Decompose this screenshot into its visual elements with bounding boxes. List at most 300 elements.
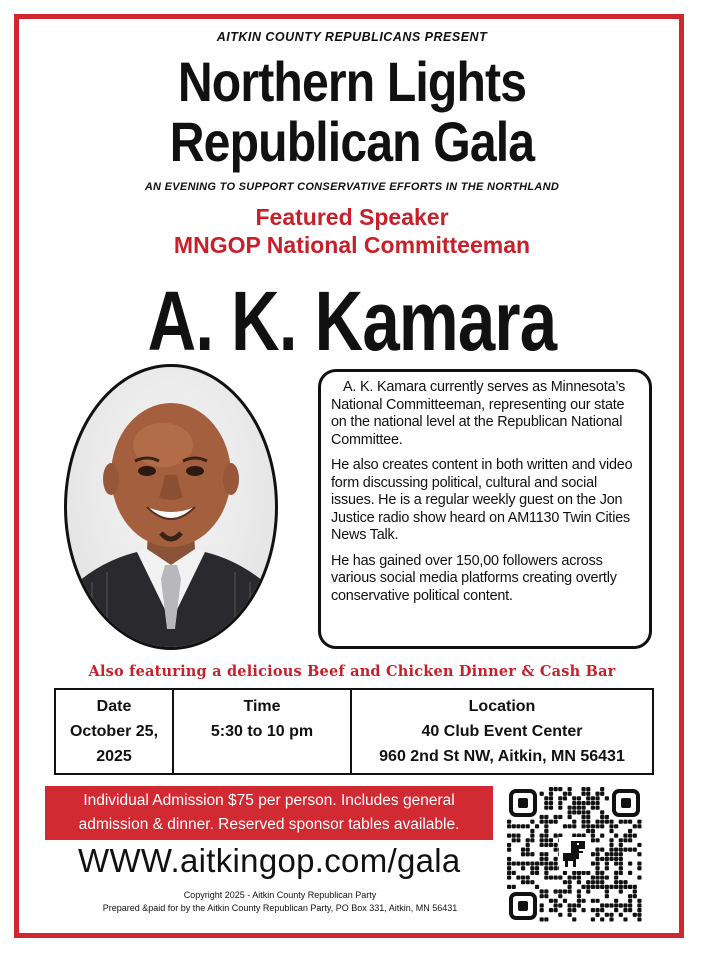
qr-module [581,810,585,814]
qr-module [530,871,534,875]
qr-module [591,838,595,842]
qr-module [554,866,558,870]
qr-module [609,913,613,917]
qr-module [605,903,609,907]
qr-module [549,899,553,903]
qr-module [544,871,548,875]
qr-module [568,792,572,796]
qr-module [554,843,558,847]
qr-module [591,908,595,912]
qr-module [595,861,599,865]
qr-module [563,871,567,875]
qr-module [619,861,623,865]
qr-module [591,861,595,865]
qr-module [544,917,548,921]
qr-module [623,885,627,889]
qr-module [558,787,562,791]
qr-module [572,871,576,875]
copyright-block [0,889,560,915]
qr-module [586,787,590,791]
qr-module [558,875,562,879]
qr-module [591,824,595,828]
qr-module [619,880,623,884]
qr-module [516,824,520,828]
qr-module [558,913,562,917]
qr-module [591,917,595,921]
qr-module [586,810,590,814]
qr-module [577,806,581,810]
qr-module [600,834,604,838]
qr-module [600,820,604,824]
location-address: 960 2nd St NW, Aitkin, MN 56431 [379,748,625,765]
qr-module [637,903,641,907]
qr-module [609,838,613,842]
qr-module [512,871,516,875]
qr-module [637,820,641,824]
qr-module [609,824,613,828]
qr-module [591,806,595,810]
qr-module [637,866,641,870]
qr-module [586,829,590,833]
qr-module [623,908,627,912]
qr-module [544,866,548,870]
qr-module [581,871,585,875]
qr-module [512,824,516,828]
qr-module [530,838,534,842]
qr-module [586,889,590,893]
qr-module [544,875,548,879]
qr-module [530,866,534,870]
qr-module [554,908,558,912]
qr-module [558,889,562,893]
qr-module [540,843,544,847]
location-label: Location [468,698,536,715]
qr-module [540,908,544,912]
qr-module [614,852,618,856]
qr-module [516,875,520,879]
qr-module [595,806,599,810]
qr-module [600,875,604,879]
qr-module [605,913,609,917]
qr-module [623,917,627,921]
qr-module [591,885,595,889]
qr-module [633,894,637,898]
qr-module [581,787,585,791]
qr-module [628,871,632,875]
gala-title-line1: Northern Lights [177,50,527,113]
featured-line1: Featured Speaker [255,204,449,230]
qr-module [614,908,618,912]
qr-module [540,838,544,842]
qr-module [507,857,511,861]
qr-module [549,838,553,842]
qr-module [544,824,548,828]
qr-module [572,806,576,810]
qr-module [540,834,544,838]
qr-module [544,796,548,800]
qr-module [568,815,572,819]
qr-module [628,861,632,865]
qr-module [507,861,511,865]
qr-module [540,917,544,921]
qr-module [530,852,534,856]
time-label: Time [243,698,281,715]
qr-module [600,792,604,796]
qr-module [595,838,599,842]
qr-module [544,820,548,824]
bio-paragraph-1: A. K. Kamara currently serves as Minnesota’s National Committeeman, representing our state on the national level at the Republican National Committee. [331,379,626,448]
qr-module [526,848,530,852]
qr-module [535,824,539,828]
qr-module [619,848,623,852]
date-cell [56,690,174,773]
qr-module [554,903,558,907]
qr-module [623,903,627,907]
qr-module [595,885,599,889]
qr-module [581,885,585,889]
qr-module [572,903,576,907]
qr-module [609,903,613,907]
qr-module [568,810,572,814]
qr-module [507,834,511,838]
qr-module [614,899,618,903]
qr-module [530,880,534,884]
qr-code[interactable] [507,787,642,922]
qr-module [535,885,539,889]
qr-module [633,834,637,838]
qr-module [623,820,627,824]
qr-module [614,875,618,879]
qr-module [568,913,572,917]
qr-module [554,875,558,879]
qr-module [544,852,548,856]
qr-module [572,908,576,912]
qr-module [549,796,553,800]
qr-module [619,852,623,856]
qr-module [581,908,585,912]
qr-module [600,885,604,889]
qr-module [549,806,553,810]
qr-module [619,857,623,861]
qr-module [526,824,530,828]
qr-module [544,834,548,838]
qr-module [609,885,613,889]
qr-module [637,908,641,912]
qr-module [549,866,553,870]
qr-module [516,861,520,865]
qr-module [544,838,548,842]
qr-module [544,801,548,805]
qr-module [619,843,623,847]
qr-module [628,848,632,852]
qr-module [540,792,544,796]
qr-module [526,875,530,879]
date-line2: 2025 [96,748,132,765]
qr-module [544,894,548,898]
qr-module [544,829,548,833]
qr-module [563,889,567,893]
qr-module [609,917,613,921]
qr-module [540,889,544,893]
qr-module [595,801,599,805]
qr-module [605,885,609,889]
qr-module [595,824,599,828]
qr-module [554,861,558,865]
admission-line2: admission & dinner. Reserved sponsor tables available. [78,816,460,833]
presenter-line: AITKIN COUNTY REPUBLICANS PRESENT [216,30,488,44]
qr-module [605,815,609,819]
qr-module [563,792,567,796]
qr-module [581,806,585,810]
qr-module [554,848,558,852]
qr-module [563,880,567,884]
copyright-line: Copyright 2025 - Aitkin County Republican Party [183,890,377,900]
qr-module [614,861,618,865]
qr-module [595,899,599,903]
qr-module [581,792,585,796]
admission-banner [45,786,493,840]
qr-module [586,871,590,875]
qr-module [577,903,581,907]
speaker-bio [318,369,652,649]
qr-module [577,875,581,879]
qr-module [591,880,595,884]
qr-module [600,824,604,828]
qr-module [568,787,572,791]
bio-paragraph-3: He has gained over 150,00 followers across various social media platforms creating overtly conservative political content. [331,552,617,604]
bio-paragraph-2: He also creates content in both written and video form discussing political, cultural and social issues. He is a regular weekly guest on the Jon Justice radio show heard on AM1130 Twin Cities News Talk. [331,457,633,543]
qr-module [577,796,581,800]
qr-module [526,838,530,842]
qr-code-icon [507,787,642,922]
qr-module [591,875,595,879]
qr-module [526,843,530,847]
qr-module [540,894,544,898]
qr-module [526,880,530,884]
qr-module [554,857,558,861]
date-line1: October 25, [69,723,159,740]
qr-module [614,903,618,907]
qr-module [507,820,511,824]
featured-speaker-heading [0,203,704,259]
qr-module [554,834,558,838]
qr-module [586,824,590,828]
qr-module [549,843,553,847]
qr-module [581,815,585,819]
qr-module [568,885,572,889]
qr-module [605,857,609,861]
qr-module [549,801,553,805]
qr-module [619,871,623,875]
qr-module [568,806,572,810]
qr-module [637,824,641,828]
qr-module [521,861,525,865]
qr-module [637,843,641,847]
qr-module [586,885,590,889]
qr-module [521,875,525,879]
featured-line2: MNGOP National Committeeman [173,232,531,258]
qr-module [633,885,637,889]
qr-module [586,796,590,800]
qr-module [549,787,553,791]
qr-module [605,889,609,893]
qr-module [595,875,599,879]
qr-module [540,861,544,865]
qr-module [572,820,576,824]
qr-module [521,866,525,870]
qr-module [526,861,530,865]
qr-module [507,824,511,828]
qr-module [558,894,562,898]
qr-module [530,829,534,833]
qr-module [530,861,534,865]
qr-module [637,875,641,879]
speaker-portrait-icon [67,367,275,647]
qr-module [595,852,599,856]
qr-module [572,917,576,921]
gala-title [49,52,654,172]
qr-module [516,838,520,842]
qr-module [540,857,544,861]
qr-module [591,829,595,833]
qr-module [512,834,516,838]
qr-module [614,880,618,884]
qr-module [549,792,553,796]
qr-module [595,871,599,875]
qr-module [577,889,581,893]
speaker-photo [64,364,278,650]
qr-module [549,908,553,912]
qr-module [614,885,618,889]
qr-module [605,861,609,865]
qr-module [586,815,590,819]
qr-module [619,885,623,889]
qr-module [572,801,576,805]
qr-module [572,875,576,879]
qr-module [619,903,623,907]
qr-module [595,820,599,824]
qr-module [637,861,641,865]
qr-module [563,796,567,800]
qr-module [614,857,618,861]
qr-module [577,880,581,884]
qr-module [619,866,623,870]
qr-module [549,875,553,879]
qr-module [600,903,604,907]
qr-module [558,801,562,805]
qr-module [577,871,581,875]
qr-module [549,861,553,865]
location-venue: 40 Club Event Center [421,723,583,740]
qr-module [530,820,534,824]
qr-module [507,848,511,852]
qr-module [544,861,548,865]
qr-module [591,899,595,903]
qr-module [619,889,623,893]
tagline: AN EVENING TO SUPPORT CONSERVATIVE EFFORTS IN THE NORTHLAND [144,181,560,193]
qr-module [568,875,572,879]
also-featuring: Also featuring a delicious Beef and Chicken Dinner & Cash Bar [88,663,616,680]
location-cell [352,690,652,773]
qr-module [628,829,632,833]
qr-module [637,852,641,856]
qr-module [591,834,595,838]
speaker-name: A. K. Kamara [147,274,557,368]
time-cell [174,690,352,773]
qr-module [605,796,609,800]
qr-module [609,829,613,833]
qr-module [609,852,613,856]
qr-module [581,824,585,828]
qr-module [544,815,548,819]
qr-module [609,820,613,824]
qr-module [516,834,520,838]
qr-module [619,913,623,917]
website-url[interactable]: WWW.aitkingop.com/gala [78,842,461,879]
qr-module [600,857,604,861]
qr-module [623,880,627,884]
qr-module [605,820,609,824]
qr-module [586,792,590,796]
qr-module [540,903,544,907]
gala-title-line2: Republican Gala [169,110,535,173]
qr-module [628,894,632,898]
qr-module [595,908,599,912]
qr-module [544,806,548,810]
qr-module [540,820,544,824]
qr-module [568,824,572,828]
qr-module [609,857,613,861]
qr-module [572,796,576,800]
qr-module [614,871,618,875]
event-details-table [54,688,654,775]
qr-module [586,820,590,824]
qr-module [558,796,562,800]
qr-module [563,824,567,828]
qr-module [600,848,604,852]
qr-module [586,801,590,805]
qr-module [637,917,641,921]
qr-module [600,917,604,921]
qr-module [577,899,581,903]
qr-module [614,848,618,852]
qr-module [521,824,525,828]
qr-module [568,908,572,912]
qr-module [628,903,632,907]
qr-module [507,885,511,889]
qr-module [591,801,595,805]
qr-module [628,838,632,842]
qr-module [544,889,548,893]
qr-module [577,894,581,898]
qr-module [530,834,534,838]
qr-module [526,852,530,856]
qr-module [512,861,516,865]
qr-module [581,899,585,903]
qr-module [633,889,637,893]
qr-module [586,880,590,884]
qr-module [633,824,637,828]
qr-module [558,806,562,810]
qr-module [614,834,618,838]
qr-module [568,903,572,907]
qr-module [577,810,581,814]
qr-module [540,815,544,819]
qr-module [535,861,539,865]
prepared-by-line: Prepared &paid for by the Aitkin County Republican Party, PO Box 331, Aitkin, MN 56431 [102,903,458,913]
qr-module [595,848,599,852]
qr-module [521,848,525,852]
